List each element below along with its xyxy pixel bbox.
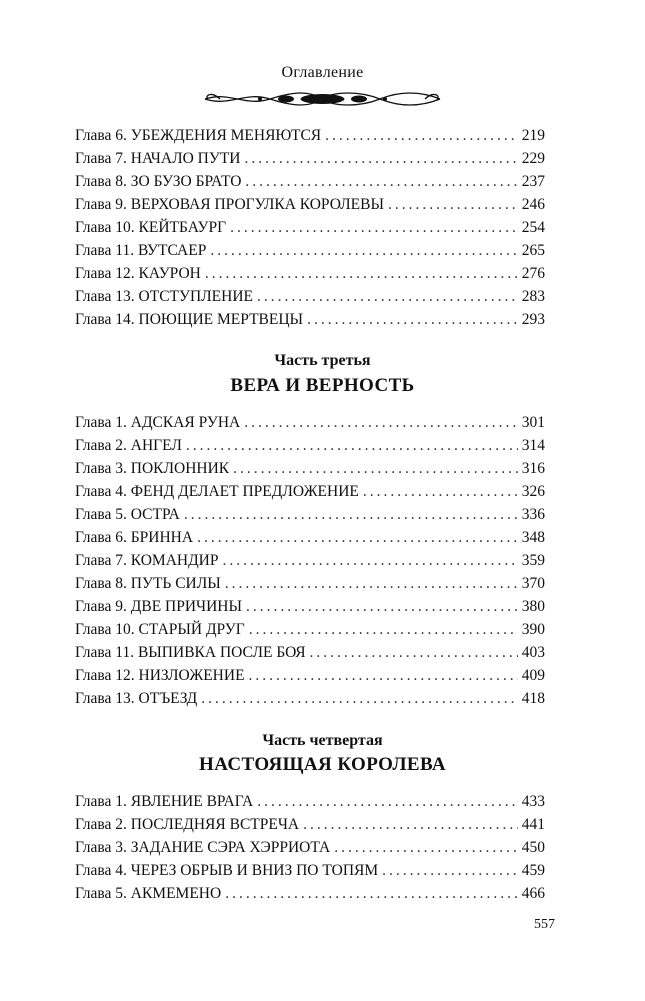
toc-entry bbox=[75, 860, 545, 882]
toc-entry-title: Глава 6. УБЕЖДЕНИЯ МЕНЯЮТСЯ bbox=[75, 127, 322, 144]
toc-entry-title: Глава 8. ПУТЬ СИЛЫ bbox=[75, 575, 221, 592]
dot-leader bbox=[310, 642, 518, 664]
toc-entry-title: Глава 4. ФЕНД ДЕЛАЕТ ПРЕДЛОЖЕНИЕ bbox=[75, 483, 359, 500]
toc-entry-page: 433 bbox=[521, 793, 545, 810]
dot-leader bbox=[197, 527, 518, 549]
toc-entry-page: 370 bbox=[521, 575, 545, 592]
part-4-label: Часть четвертая bbox=[262, 732, 383, 749]
toc-entry-page: 359 bbox=[521, 552, 545, 569]
dot-leader bbox=[244, 412, 518, 434]
dot-leader bbox=[334, 837, 517, 859]
toc-entry bbox=[75, 435, 545, 457]
dot-leader bbox=[249, 619, 518, 641]
toc-entry bbox=[75, 240, 545, 262]
toc-entry bbox=[75, 837, 545, 859]
dot-leader bbox=[382, 860, 518, 882]
dot-leader bbox=[184, 504, 518, 526]
dot-leader bbox=[249, 665, 518, 687]
page-number: 557 bbox=[534, 917, 555, 932]
toc-entry-title: Глава 10. СТАРЫЙ ДРУГ bbox=[75, 621, 245, 638]
dot-leader bbox=[307, 309, 518, 331]
toc-entry-page: 314 bbox=[521, 437, 545, 454]
toc-entry bbox=[75, 412, 545, 434]
dot-leader bbox=[222, 550, 517, 572]
dot-leader bbox=[225, 883, 518, 905]
toc-entry-page: 237 bbox=[521, 173, 545, 190]
toc-entry bbox=[75, 309, 545, 331]
toc-entry bbox=[75, 573, 545, 595]
toc-entry-title: Глава 14. ПОЮЩИЕ МЕРТВЕЦЫ bbox=[75, 311, 304, 328]
vine-ornament-icon bbox=[200, 86, 445, 112]
toc-entry bbox=[75, 665, 545, 687]
dot-leader bbox=[245, 171, 517, 193]
toc-entry-title: Глава 8. ЗО БУЗО БРАТО bbox=[75, 173, 242, 190]
toc-entry-page: 466 bbox=[521, 885, 545, 902]
dot-leader bbox=[225, 573, 518, 595]
part-4-title: НАСТОЯЩАЯ КОРОЛЕВА bbox=[199, 754, 446, 775]
toc-entry-title: Глава 11. ВУТСАЕР bbox=[75, 242, 207, 259]
dot-leader bbox=[230, 217, 518, 239]
toc-entry-title: Глава 13. ОТЪЕЗД bbox=[75, 690, 198, 707]
part-3-label: Часть третья bbox=[274, 352, 371, 369]
page-header-title: Оглавление bbox=[281, 64, 364, 81]
toc-entry-page: 301 bbox=[521, 414, 545, 431]
toc-entry-title: Глава 2. АНГЕЛ bbox=[75, 437, 182, 454]
toc-entry bbox=[75, 550, 545, 572]
toc-entry-page: 441 bbox=[521, 816, 545, 833]
toc-entry-page: 459 bbox=[521, 862, 545, 879]
toc-entry bbox=[75, 171, 545, 193]
toc-entry-page: 246 bbox=[521, 196, 545, 213]
toc-entry-page: 276 bbox=[521, 265, 545, 282]
dot-leader bbox=[246, 596, 518, 618]
toc-entry bbox=[75, 527, 545, 549]
toc-entry-title: Глава 6. БРИННА bbox=[75, 529, 194, 546]
toc-entry-page: 219 bbox=[521, 127, 545, 144]
toc-entry-title: Глава 12. КАУРОН bbox=[75, 265, 201, 282]
dot-leader bbox=[388, 194, 518, 216]
toc-entry bbox=[75, 194, 545, 216]
toc-entry-title: Глава 2. ПОСЛЕДНЯЯ ВСТРЕЧА bbox=[75, 816, 300, 833]
toc-entry bbox=[75, 217, 545, 239]
toc-entry bbox=[75, 481, 545, 503]
toc-entry-title: Глава 11. ВЫПИВКА ПОСЛЕ БОЯ bbox=[75, 644, 306, 661]
dot-leader bbox=[245, 148, 518, 170]
toc-entry-page: 283 bbox=[521, 288, 545, 305]
toc-entry-title: Глава 1. АДСКАЯ РУНА bbox=[75, 414, 241, 431]
toc-entry-title: Глава 4. ЧЕРЕЗ ОБРЫВ И ВНИЗ ПО ТОПЯМ bbox=[75, 862, 379, 879]
toc-entry-title: Глава 10. КЕЙТБАУРГ bbox=[75, 219, 227, 236]
toc-entry bbox=[75, 883, 545, 905]
toc-entry-title: Глава 5. АКМЕМЕНО bbox=[75, 885, 222, 902]
toc-entry bbox=[75, 791, 545, 813]
toc-entry-title: Глава 9. ДВЕ ПРИЧИНЫ bbox=[75, 598, 243, 615]
dot-leader bbox=[205, 263, 518, 285]
toc-entry-page: 316 bbox=[521, 460, 545, 477]
toc-entry-page: 390 bbox=[521, 621, 545, 638]
toc-entry-title: Глава 9. ВЕРХОВАЯ ПРОГУЛКА КОРОЛЕВЫ bbox=[75, 196, 384, 213]
toc-entry-page: 293 bbox=[521, 311, 545, 328]
toc-entry-page: 254 bbox=[521, 219, 545, 236]
toc-entry bbox=[75, 688, 545, 710]
dot-leader bbox=[257, 791, 518, 813]
toc-entry bbox=[75, 286, 545, 308]
part-3-title: ВЕРА И ВЕРНОСТЬ bbox=[230, 375, 415, 396]
toc-entry-page: 326 bbox=[521, 483, 545, 500]
dot-leader bbox=[201, 688, 518, 710]
dot-leader bbox=[186, 435, 518, 457]
toc-entry bbox=[75, 619, 545, 641]
dot-leader bbox=[325, 125, 518, 147]
toc-entry bbox=[75, 596, 545, 618]
dot-leader bbox=[363, 481, 518, 503]
toc-entry bbox=[75, 148, 545, 170]
dot-leader bbox=[210, 240, 517, 262]
toc-entry-title: Глава 1. ЯВЛЕНИЕ ВРАГА bbox=[75, 793, 254, 810]
toc-entry-page: 348 bbox=[521, 529, 545, 546]
toc-entry-title: Глава 12. НИЗЛОЖЕНИЕ bbox=[75, 667, 245, 684]
toc-entry-title: Глава 7. КОМАНДИР bbox=[75, 552, 219, 569]
dot-leader bbox=[303, 814, 518, 836]
toc-entry bbox=[75, 263, 545, 285]
toc-entry-page: 403 bbox=[521, 644, 545, 661]
toc-entry-page: 336 bbox=[521, 506, 545, 523]
toc-entry-page: 265 bbox=[521, 242, 545, 259]
toc-entry bbox=[75, 814, 545, 836]
toc-entry bbox=[75, 458, 545, 480]
dot-leader bbox=[257, 286, 518, 308]
toc-entry-title: Глава 7. НАЧАЛО ПУТИ bbox=[75, 150, 241, 167]
toc-entry-page: 380 bbox=[521, 598, 545, 615]
toc-entry-title: Глава 13. ОТСТУПЛЕНИЕ bbox=[75, 288, 254, 305]
dot-leader bbox=[233, 458, 518, 480]
toc-entry-page: 409 bbox=[521, 667, 545, 684]
toc-entry-page: 450 bbox=[521, 839, 545, 856]
toc-entry-title: Глава 3. ПОКЛОННИК bbox=[75, 460, 230, 477]
toc-entry-title: Глава 3. ЗАДАНИЕ СЭРА ХЭРРИОТА bbox=[75, 839, 331, 856]
toc-entry bbox=[75, 642, 545, 664]
toc-entry-page: 418 bbox=[521, 690, 545, 707]
toc-entry-title: Глава 5. ОСТРА bbox=[75, 506, 180, 523]
toc-entry bbox=[75, 125, 545, 147]
toc-entry bbox=[75, 504, 545, 526]
toc-entry-page: 229 bbox=[521, 150, 545, 167]
